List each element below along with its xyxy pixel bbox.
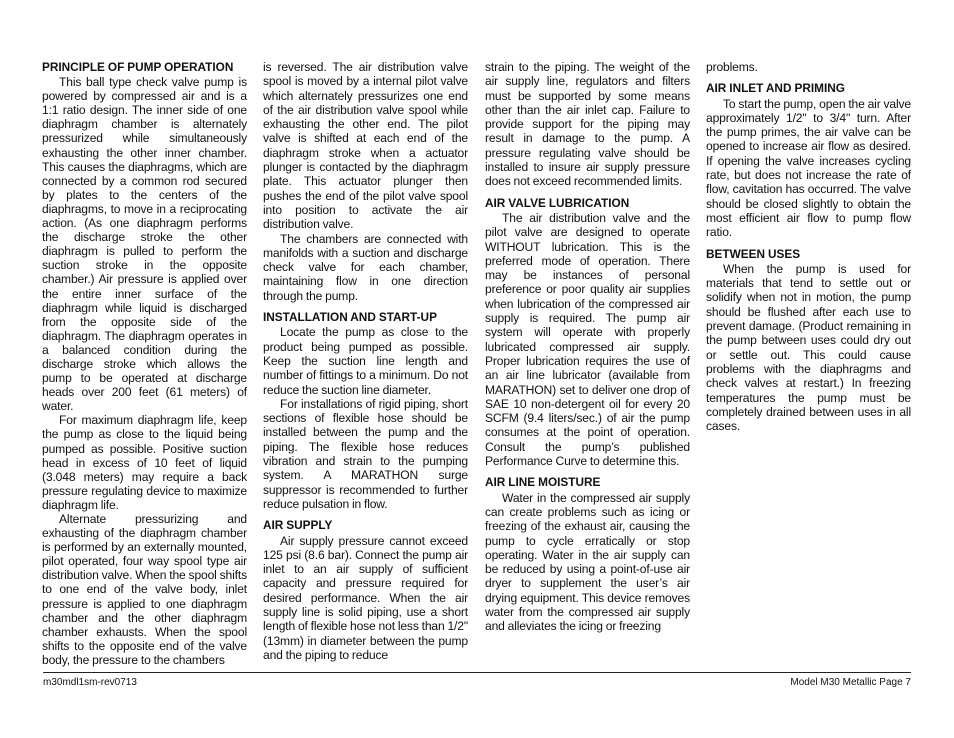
paragraph: strain to the piping. The weight of the air supply line, regulators and filters must be supported by some means other than the air inlet cap. Failure to provide support for the piping may result in damage to the pump. A pressure regulating valve should be installed to insure air supply pressure does not exceed recommended limits. bbox=[485, 60, 690, 189]
paragraph: The chambers are connected with manifolds with a suction and discharge check valve for each chamber, maintaining flow in one direction through the pump. bbox=[263, 231, 468, 303]
column-4 bbox=[706, 60, 911, 433]
paragraph: This ball type check valve pump is powered by compressed air and is a 1:1 ratio design. The inner side of one diaphragm chamber is alternately pressurized while simultaneously exhausting the other inner chamber. This causes the diaphragms, which are connected by a common rod secured by plates to the centers of the diaphragms, to move in a reciprocating action. (As one diaphragm performs the discharge stroke the other diaphragm is pulled to perform the suction stroke in the opposite chamber.) Air pressure is applied over the entire inner surface of the diaphragm while liquid is discharged from the opposite side of the diaphragm. The diaphragm operates in a balanced condition during the discharge stroke which allows the pump to be operated at discharge heads over 200 feet (61 meters) of water. bbox=[42, 75, 247, 414]
paragraph: Locate the pump as close to the product being pumped as possible. Keep the suction line length and number of fittings to a minimum. Do not reduce the suction line diameter. bbox=[263, 325, 468, 397]
paragraph: is reversed. The air distribution valve spool is moved by a internal pilot valve which alternately pressurizes one end of the air distribution valve spool while exhausting the other end. The pilot valve is shifted at each end of the diaphragm stroke when a actuator plunger is contacted by the diaphragm plate. This actuator plunger then pushes the end of the pilot valve spool into position to activate the air distribution valve. bbox=[263, 60, 468, 232]
column-1 bbox=[42, 60, 247, 667]
paragraph: The air distribution valve and the pilot valve are designed to operate WITHOUT lubrication. This is the preferred mode of operation. There may be instances of personal preference or poor quality air supplies when lubrication of the compressed air supply is required. The pump air system will operate with properly lubricated compressed air supply. Proper lubrication requires the use of an air line lubricator (available from MARATHON) set to deliver one drop of SAE 10 non-detergent oil for every 20 SCFM (9.4 liters/sec.) of air the pump consumes at the point of operation. Consult the pump’s published Performance Curve to determine this. bbox=[485, 210, 690, 469]
section-heading: AIR INLET AND PRIMING bbox=[706, 81, 845, 96]
footer-rule bbox=[43, 672, 911, 673]
section-heading: AIR LINE MOISTURE bbox=[485, 475, 601, 490]
paragraph: Air supply pressure cannot exceed 125 psi (8.6 bar). Connect the pump air inlet to an air supply of sufficient capacity and pressure required for desired performance. When the air supply line is solid piping, use a short length of flexible hose not less than 1/2" (13mm) in diameter between the pump and the piping to reduce bbox=[263, 533, 468, 662]
paragraph: When the pump is used for materials that tend to settle out or solidify when not in motion, the pump should be flushed after each use to prevent damage. (Product remaining in the pump between uses could dry out or settle out. This could cause problems with the diaphragms and check valves at restart.) In freezing temperatures the pump must be completely drained between uses in all cases. bbox=[706, 261, 911, 434]
section-heading: INSTALLATION AND START-UP bbox=[263, 310, 437, 325]
section-heading: PRINCIPLE OF PUMP OPERATION bbox=[42, 60, 234, 74]
section-heading: BETWEEN USES bbox=[706, 246, 801, 261]
footer-doc-id: m30mdl1sm-rev0713 bbox=[43, 677, 137, 688]
paragraph: Alternate pressurizing and exhausting of the diaphragm chamber is performed by an externally mounted, pilot operated, four way spool type air distribution valve. When the spool shifts to one end of the valve body, inlet pressure is applied to one diaphragm chamber and the other diaphragm chamber exhausts. When the spool shifts to the opposite end of the valve body, the pressure to the chambers bbox=[42, 512, 247, 667]
paragraph: problems. bbox=[706, 60, 758, 74]
section-heading: AIR VALVE LUBRICATION bbox=[485, 195, 630, 210]
paragraph: To start the pump, open the air valve approximately 1/2" to 3/4" turn. After the pump primes, the air valve can be opened to increase air flow as desired. If opening the valve increases cycling rate, but does not increase the rate of flow, cavitation has occurred. The valve should be closed slightly to obtain the most efficient air flow to pump flow ratio. bbox=[706, 96, 911, 240]
paragraph: For maximum diaphragm life, keep the pump as close to the liquid being pumped as possible. Positive suction head in excess of 10 feet of liquid (3.048 meters) may require a back pressure regulating device to maximize diaphragm life. bbox=[42, 413, 247, 512]
footer-page-label: Model M30 Metallic Page 7 bbox=[790, 677, 911, 688]
column-3 bbox=[485, 60, 690, 634]
section-heading: AIR SUPPLY bbox=[263, 518, 333, 533]
column-2 bbox=[263, 60, 468, 662]
paragraph: For installations of rigid piping, short sections of flexible hose should be installed between the pump and the piping. The flexible hose reduces vibration and strain to the pumping system. A MARATHON surge suppressor is recommended to further reduce pulsation in flow. bbox=[263, 396, 468, 511]
paragraph: Water in the compressed air supply can create problems such as icing or freezing of the exhaust air, causing the pump to cycle erratically or stop operating. Water in the air supply can be reduced by using a point-of-use air dryer to supplement the user’s air drying equipment. This device removes water from the compressed air supply and alleviates the icing or freezing bbox=[485, 490, 690, 634]
